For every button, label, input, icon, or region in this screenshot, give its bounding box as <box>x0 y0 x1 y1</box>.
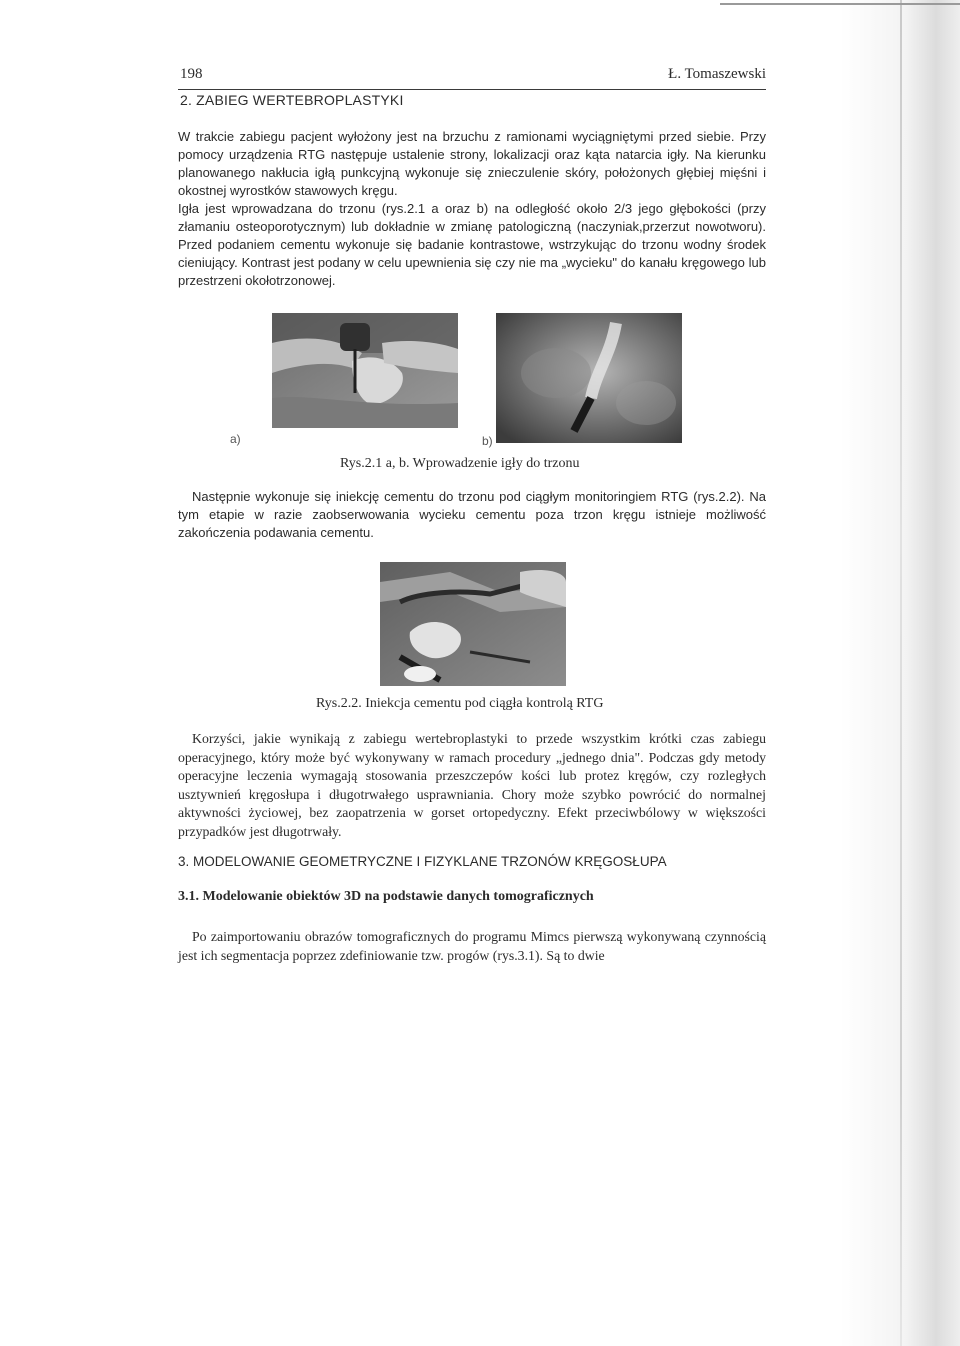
figure-2-1-caption: Rys.2.1 a, b. Wprowadzenie igły do trzonu <box>340 456 580 471</box>
paragraph-5: Po zaimportowaniu obrazów tomograficznych do programu Mimcs pierwszą wykonywaną czynnością jest ich segmentacja poprzez zdefiniowanie tzw. progów (rys.3.1). Są to dwie <box>178 929 766 963</box>
heading-section-3-1: 3.1. Modelowanie obiektów 3D na podstawie danych tomograficznych <box>178 889 594 904</box>
figure-2-1a-label: a) <box>230 432 241 446</box>
section-title: 2. ZABIEG WERTEBROPLASTYKI <box>180 92 404 108</box>
page-content <box>178 66 766 963</box>
running-author: Ł. Tomaszewski <box>668 66 766 82</box>
page-number: 198 <box>180 66 203 82</box>
scan-top-line <box>720 3 960 5</box>
scan-edge-shadow <box>840 0 960 1346</box>
figure-2-2-photo <box>380 562 566 686</box>
paragraph-3: Następnie wykonuje się iniekcję cementu do trzonu pod ciągłym monitoringiem RTG (rys.2.2). Na tym etapie w razie zaobserwowania wycieku cementu poza trzon kręgu istnieje możliwość zakończenia podawania cementu. <box>178 489 766 540</box>
paragraph-2: Igła jest wprowadzana do trzonu (rys.2.1 a oraz b) na odległość około 2/3 jego głębokości (przy złamaniu osteoporotycznym) lub dokładnie w zmianę patologiczną (naczyniak,przerzut nowotworu). Przed podaniem cementu wykonuje się badanie kontrastowe, wstrzykując do trzonu wodny środek cieniujący. Kontrast jest podany w celu upewnienia się czy nie ma „wycieku" do kanału kręgowego lub przestrzeni okołotrzonowej. <box>178 201 766 288</box>
scan-edge-line <box>900 0 902 1346</box>
figure-2-1b-xray <box>496 313 682 443</box>
paragraph-1: W trakcie zabiegu pacjent wyłożony jest na brzuchu z ramionami wyciągniętymi przed siebie. Przy pomocy urządzenia RTG następuje ustalenie strony, lokalizacji oraz kąta natarcia igły. Na kierunku planowanego nakłucia igłą punkcyjną wykonuje się znieczulenie skóry, położonych głębiej mięśni i okostnej wyrostków stawowych kręgu. <box>178 129 766 198</box>
heading-section-3: 3. MODELOWANIE GEOMETRYCZNE I FIZYKLANE TRZONÓW KRĘGOSŁUPA <box>178 854 667 869</box>
paragraph-4: Korzyści, jakie wynikają z zabiegu wertebroplastyki to przede wszystkim krótki czas zabiegu operacyjnego, który może być wykonywany w ramach procedury „jednego dnia". Podczas gdy metody operacyjne leczenia wymagają stosowania przeszczepów kości lub protez kręgów, czy rozległych usztywnień kręgosłupa i długotrwałego usprawniania. Chory może szybko powrócić do normalnej aktywności życiowej, bez zaopatrzenia w gorset ortopedyczny. Efekt przeciwbólowy w większości przypadków jest długotrwały. <box>178 731 766 839</box>
figure-2-1b-label: b) <box>482 434 493 448</box>
figure-2-2-caption: Rys.2.2. Iniekcja cementu pod ciągła kontrolą RTG <box>316 696 604 711</box>
header-rule <box>178 89 766 90</box>
figure-2-1a-photo <box>272 313 458 428</box>
running-header <box>178 66 766 88</box>
